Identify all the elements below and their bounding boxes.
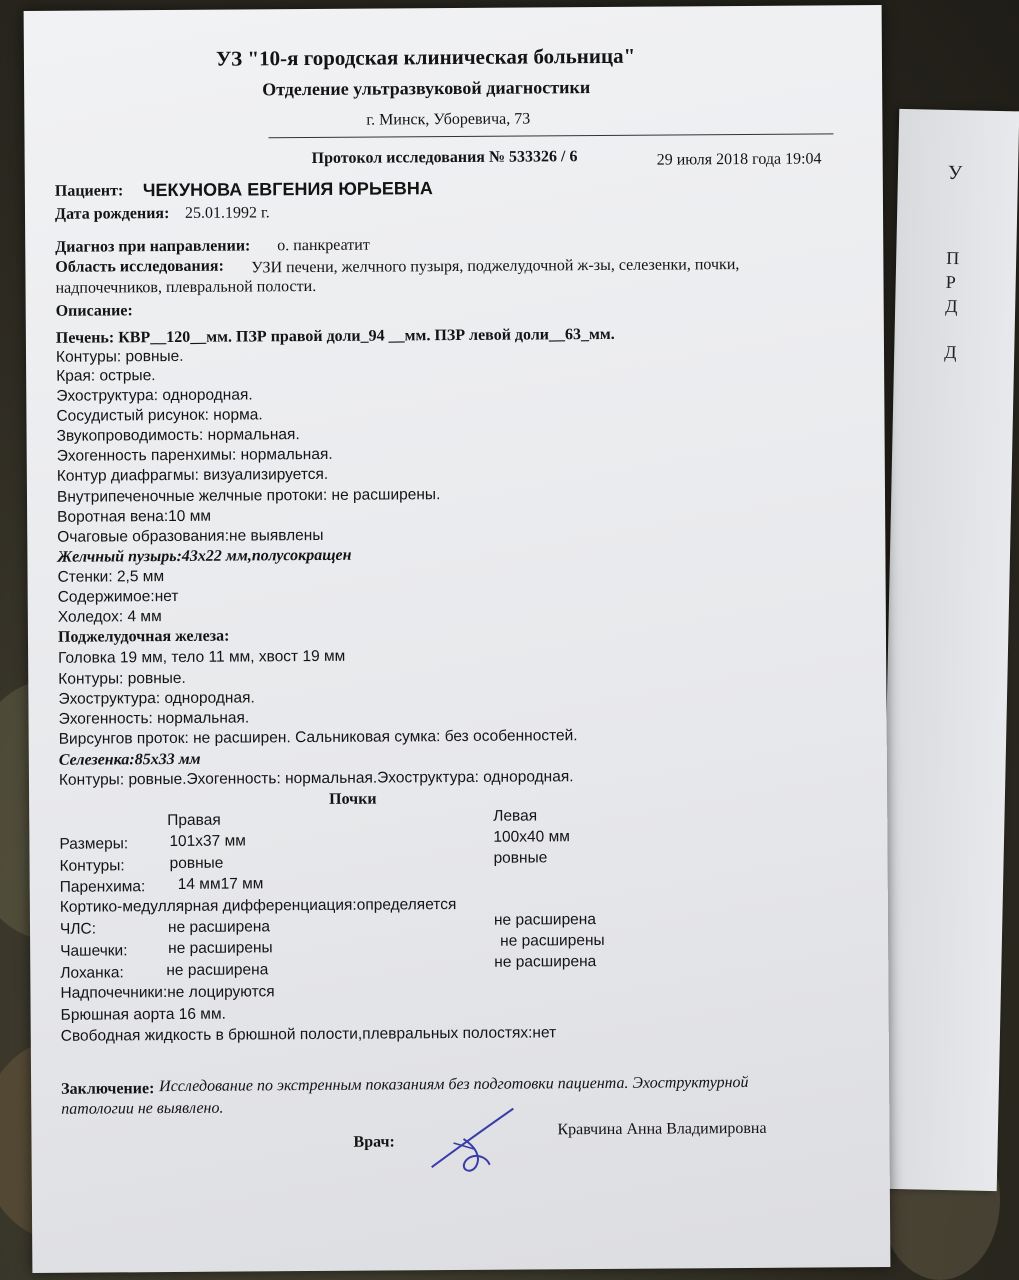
- kidney-parenchyma-label: Паренхима:: [59, 878, 146, 896]
- aorta-line: Брюшная аорта 16 мм.: [60, 1005, 226, 1024]
- kidney-pelvis-label: Лоханка:: [60, 964, 124, 982]
- kidney-right-label: Правая: [167, 811, 221, 830]
- side-page-fragment: Р: [945, 271, 956, 293]
- liver-line: Звукопроводимость: нормальная.: [56, 426, 300, 445]
- kidney-left-label: Левая: [493, 807, 538, 825]
- dob-label: Дата рождения:: [54, 204, 170, 223]
- pancreas-line: Головка 19 мм, тело 11 мм, хвост 19 мм: [58, 647, 346, 667]
- kidney-contour-label: Контуры:: [59, 857, 125, 875]
- kidney-size-right: 101х37 мм: [169, 832, 246, 851]
- kidney-size-left: 100х40 мм: [493, 828, 570, 846]
- description-heading: Описание:: [55, 302, 133, 320]
- side-page-fragment: У: [947, 161, 963, 185]
- department-name: Отделение ультразвуковой диагностики: [262, 77, 591, 100]
- referral-label: Диагноз при направлении:: [55, 237, 251, 256]
- side-page-fragment: Д: [944, 295, 958, 317]
- kidney-chls-left: не расширена: [493, 911, 597, 929]
- exam-area-label: Область исследования:: [55, 257, 224, 276]
- doctor-label: Врач:: [353, 1133, 395, 1151]
- header-divider: [268, 133, 833, 138]
- kidney-cups-label: Чашечки:: [60, 942, 128, 960]
- referral-value: о. панкреатит: [277, 236, 370, 255]
- kidney-chls-right: не расширена: [167, 918, 271, 937]
- liver-line: Внутрипеченочные желчные протоки: не расширены.: [56, 486, 441, 506]
- gallbladder-line: Содержимое:нет: [57, 587, 179, 606]
- patient-name: ЧЕКУНОВА ЕВГЕНИЯ ЮРЬЕВНА: [142, 178, 433, 201]
- liver-line: Очаговые образования:не выявлены: [57, 526, 324, 546]
- liver-line: Края: острые.: [56, 367, 156, 385]
- liver-line: Эхоструктура: однородная.: [56, 386, 253, 405]
- free-fluid-line: Свободная жидкость в брюшной полости,плевральных полостях:нет: [60, 1024, 557, 1045]
- spleen-line: Контуры: ровные.Эхогенность: нормальная.Эхоструктура: однородная.: [58, 768, 574, 789]
- exam-area-line: УЗИ печени, желчного пузыря, поджелудочной ж-зы, селезенки, почки,: [251, 256, 740, 277]
- protocol-title: Протокол исследования № 533326 / 6: [311, 148, 578, 168]
- protocol-datetime: 29 июля 2018 года 19:04: [656, 150, 822, 169]
- kidney-pelvis-left: не расширена: [494, 953, 597, 971]
- gallbladder-line: Холедох: 4 мм: [57, 608, 162, 626]
- kidney-parenchyma-value: 14 мм17 мм: [177, 875, 264, 893]
- kidney-cups-left: не расширены: [500, 931, 605, 950]
- kidney-cups-right: не расширены: [168, 939, 273, 958]
- liver-line: Воротная вена:10 мм: [57, 507, 212, 526]
- pancreas-line: Эхоструктура: однородная.: [58, 689, 255, 708]
- kidney-chls-label: ЧЛС:: [59, 920, 97, 938]
- liver-line: Эхогенность паренхимы: нормальная.: [56, 445, 333, 465]
- kidney-size-label: Размеры:: [59, 835, 129, 853]
- adrenal-line: Надпочечники:не лоцируются: [60, 983, 275, 1002]
- kidneys-heading: Почки: [329, 790, 377, 808]
- hospital-name: УЗ "10-я городская клиническая больница": [215, 43, 636, 71]
- doctor-name: Кравчина Анна Владимировна: [557, 1119, 767, 1139]
- pancreas-line: Вирсунгов проток: не расширен. Сальниковая сумка: без особенностей.: [58, 727, 578, 748]
- gallbladder-line: Стенки: 2,5 мм: [57, 568, 165, 586]
- dob-value: 25.01.1992 г.: [184, 204, 270, 222]
- kidney-contour-left: ровные: [493, 849, 548, 867]
- liver-line: Контур диафрагмы: визуализируется.: [56, 465, 329, 485]
- patient-label: Пациент:: [54, 182, 124, 200]
- conclusion-label: Заключение:: [61, 1080, 155, 1098]
- hospital-address: г. Минск, Уборевича, 73: [366, 110, 531, 129]
- liver-line: Контуры: ровные.: [55, 347, 184, 366]
- conclusion-line: Исследование по экстренным показаниям без подготовки пациента. Эхоструктурной: [159, 1073, 749, 1096]
- kidney-cortico-line: Кортико-медуллярная дифференциация:определяется: [59, 896, 457, 916]
- pancreas-line: Эхогенность: нормальная.: [58, 709, 250, 728]
- second-document-page: [877, 109, 1019, 1191]
- gallbladder-heading: Желчный пузырь:43х22 мм,полусокращен: [57, 546, 352, 566]
- pancreas-heading: Поджелудочная железа:: [57, 627, 230, 646]
- pancreas-line: Контуры: ровные.: [58, 669, 186, 688]
- ultrasound-protocol-document: [24, 5, 891, 1273]
- doctor-signature-icon: [423, 1103, 524, 1184]
- liver-heading: Печень: КВР__120__мм. ПЗР правой доли_94 __мм. ПЗР левой доли__63_мм.: [55, 325, 615, 347]
- kidney-contour-right: ровные: [169, 854, 224, 873]
- side-page-fragment: П: [946, 247, 960, 269]
- side-page-fragment: Д: [944, 341, 957, 363]
- spleen-heading: Селезенка:85х33 мм: [58, 750, 201, 769]
- exam-area-line: надпочечников, плевральной полости.: [55, 277, 317, 297]
- liver-line: Сосудистый рисунок: норма.: [56, 406, 263, 425]
- kidney-pelvis-right: не расширена: [166, 961, 269, 980]
- conclusion-line: патологии не выявлено.: [61, 1099, 224, 1118]
